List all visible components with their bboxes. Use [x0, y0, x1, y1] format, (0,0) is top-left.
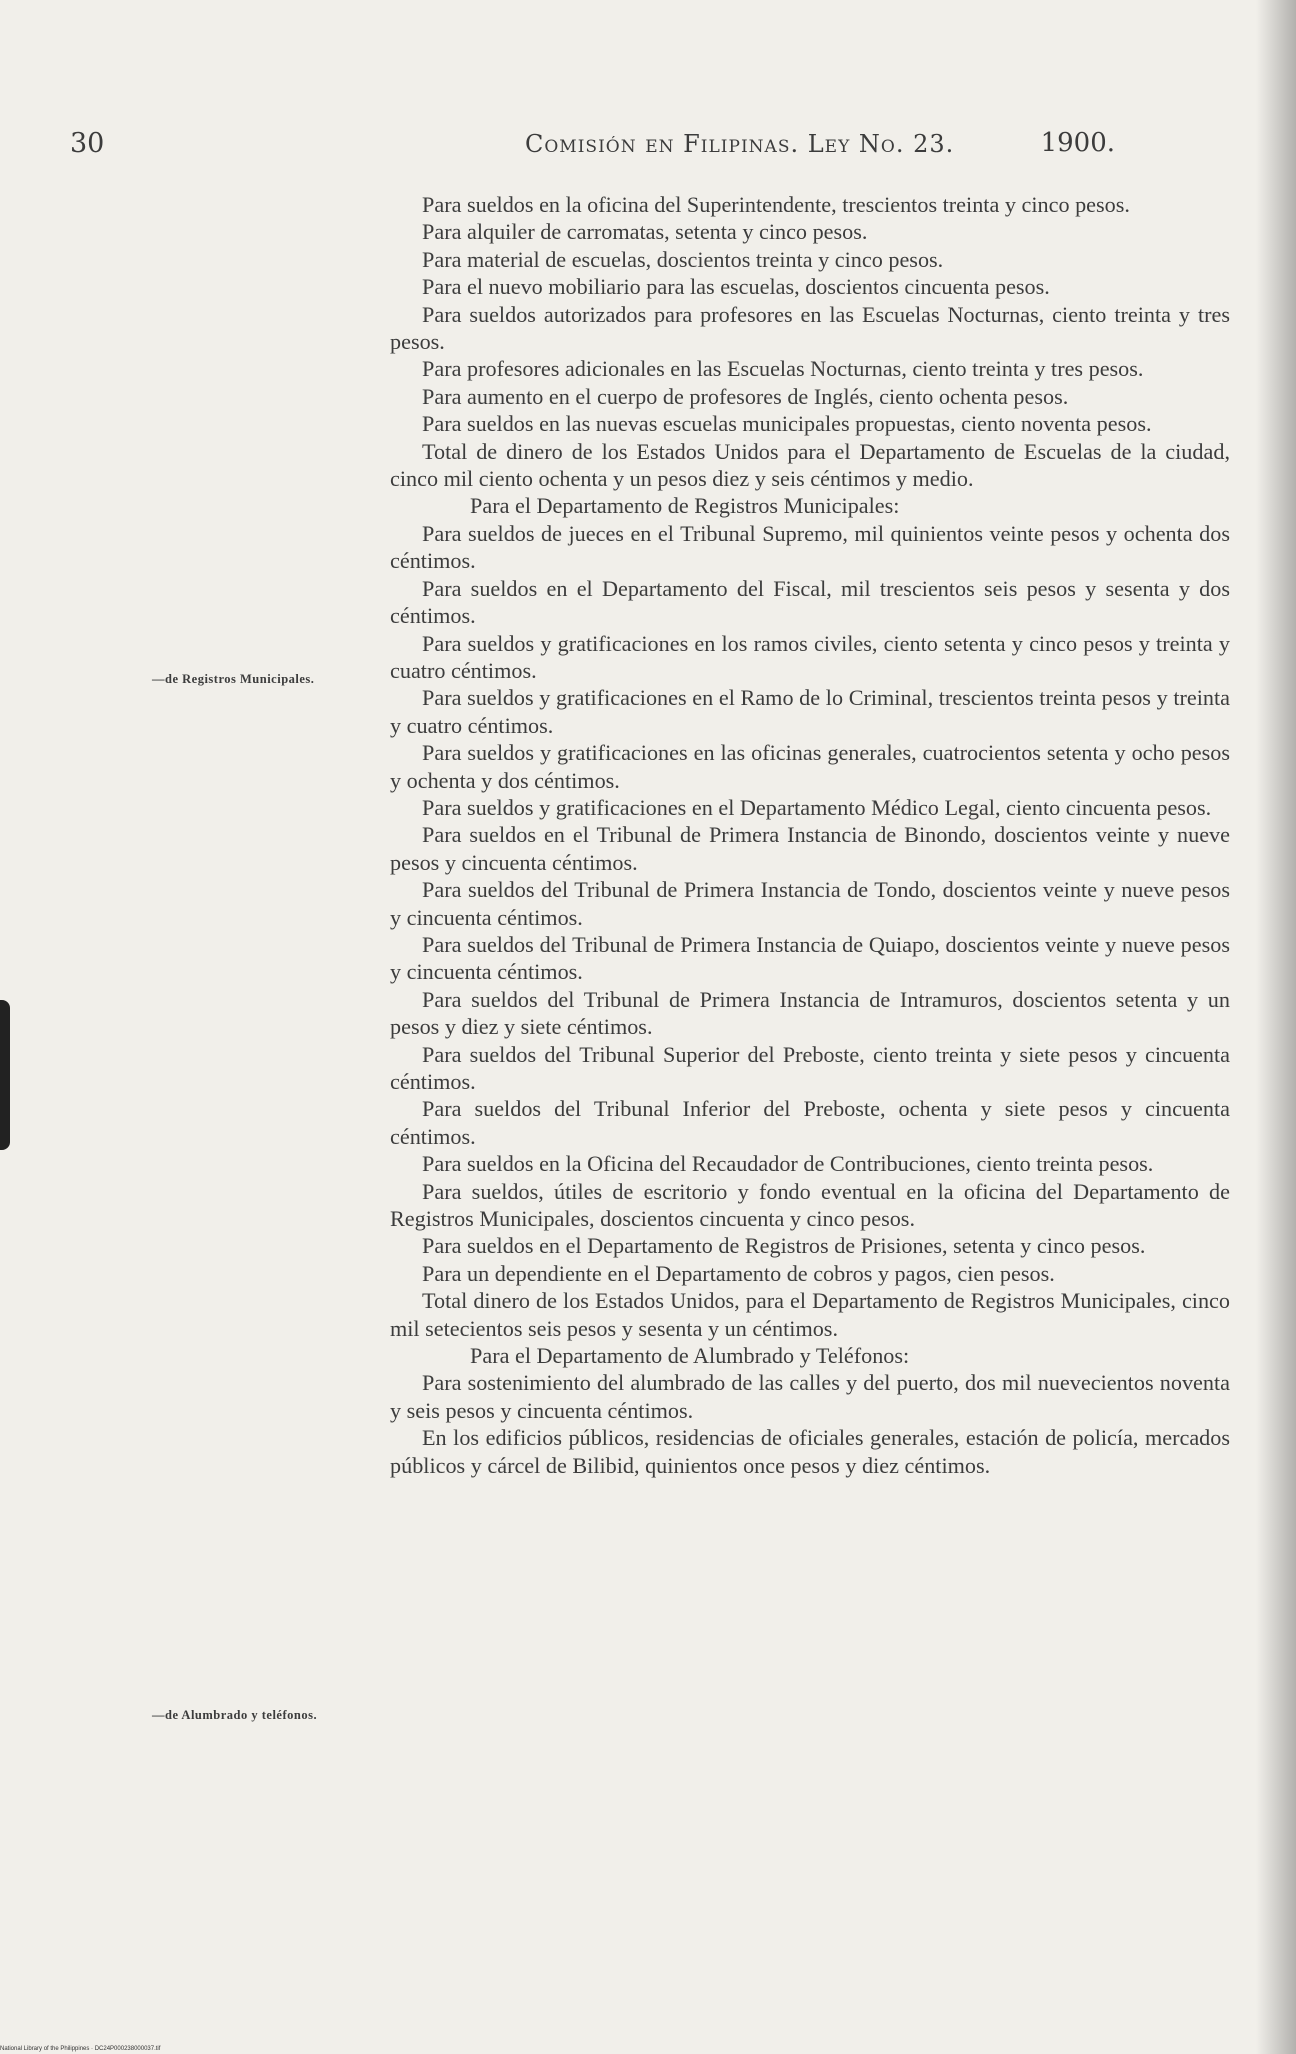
- paragraph: Para sueldos del Tribunal Superior del Preboste, ciento treinta y siete pesos y cincuenta céntimos.: [390, 1041, 1230, 1094]
- paragraph: Para el nuevo mobiliario para las escuelas, doscientos cincuenta pesos.: [422, 274, 1050, 300]
- paragraph: Para sueldos de jueces en el Tribunal Supremo, mil quinientos veinte pesos y ochenta dos céntimos.: [390, 520, 1230, 574]
- paragraph: Para sueldos del Tribunal de Primera Instancia de Intramuros, doscientos setenta y un pesos y diez y siete céntimos.: [390, 986, 1230, 1040]
- paragraph: Para sueldos en el Tribunal de Primera Instancia de Binondo, doscientos veinte y nueve pesos y cincuenta céntimos.: [390, 822, 1230, 875]
- paragraph: Para sueldos en el Departamento de Registros de Prisiones, setenta y cinco pesos.: [422, 1233, 1146, 1259]
- paragraph: Para un dependiente en el Departamento de cobros y pagos, cien pesos.: [422, 1260, 1055, 1286]
- page-header: [70, 128, 1115, 168]
- paragraph: Para sueldos en el Departamento del Fiscal, mil trescientos seis pesos y sesenta y dos céntimos.: [390, 575, 1230, 629]
- paragraph: Para sueldos del Tribunal Inferior del Preboste, ochenta y siete pesos y cincuenta céntimos.: [390, 1096, 1230, 1149]
- paragraph: Para sueldos en las nuevas escuelas municipales propuestas, ciento noventa pesos.: [422, 411, 1152, 437]
- paragraph: Para sueldos, útiles de escritorio y fondo eventual en la oficina del Departamento de Registros Municipales, doscientos cincuenta y cinco pesos.: [390, 1178, 1230, 1232]
- page-number: 30: [70, 128, 105, 159]
- running-head: Comisión en Filipinas. Ley No. 23.: [525, 130, 955, 158]
- paragraph: Para aumento en el cuerpo de profesores de Inglés, ciento ochenta pesos.: [422, 383, 1069, 409]
- paragraph: Para sostenimiento del alumbrado de las calles y del puerto, dos mil nuevecientos noventa y seis pesos y cincuenta céntimos.: [390, 1370, 1230, 1423]
- paragraph: En los edificios públicos, residencias de oficiales generales, estación de policía, mercados públicos y cárcel de Bilibid, quinientos once pesos y diez céntimos.: [390, 1425, 1230, 1478]
- paragraph: Para sueldos en la oficina del Superintendente, trescientos treinta y cinco pesos.: [422, 192, 1130, 217]
- section-heading-registros: Para el Departamento de Registros Municipales:: [470, 493, 900, 519]
- section-heading-alumbrado: Para el Departamento de Alumbrado y Teléfonos:: [470, 1343, 910, 1369]
- paragraph: Total de dinero de los Estados Unidos para el Departamento de Escuelas de la ciudad, cinco mil ciento ochenta y un pesos diez y seis céntimos y medio.: [390, 438, 1230, 492]
- paragraph: Para material de escuelas, doscientos treinta y cinco pesos.: [422, 246, 944, 272]
- paragraph: Para profesores adicionales en las Escuelas Nocturnas, ciento treinta y tres pesos.: [422, 356, 1144, 382]
- scan-blot: [0, 1000, 10, 1150]
- paragraph: Total dinero de los Estados Unidos, para el Departamento de Registros Municipales, cinco mil setecientos seis pesos y sesenta y un céntimos.: [390, 1288, 1230, 1341]
- scan-edge-shadow: [1256, 0, 1296, 2054]
- paragraph: Para sueldos del Tribunal de Primera Instancia de Quiapo, doscientos veinte y nueve pesos y cincuenta céntimos.: [390, 931, 1230, 985]
- margin-note-alumbrado: —de Alumbrado y teléfonos.: [152, 1708, 318, 1722]
- margin-note-registros: —de Registros Municipales.: [152, 672, 315, 686]
- paragraph: Para sueldos y gratificaciones en las oficinas generales, cuatrocientos setenta y ocho pesos y ochenta y dos céntimos.: [390, 740, 1230, 793]
- paragraph: Para sueldos del Tribunal de Primera Instancia de Tondo, doscientos veinte y nueve pesos y cincuenta céntimos.: [390, 877, 1230, 930]
- paragraph: Para sueldos en la Oficina del Recaudador de Contribuciones, ciento treinta pesos.: [422, 1151, 1154, 1177]
- body-text: [390, 191, 1230, 1479]
- paragraph: Para sueldos y gratificaciones en el Departamento Médico Legal, ciento cincuenta pesos.: [422, 794, 1212, 820]
- paragraph: Para sueldos y gratificaciones en el Ramo de lo Criminal, trescientos treinta pesos y treinta y cuatro céntimos.: [390, 685, 1230, 738]
- paragraph: Para alquiler de carromatas, setenta y cinco pesos.: [422, 219, 868, 245]
- paragraph: Para sueldos y gratificaciones en los ramos civiles, ciento setenta y cinco pesos y treinta y cuatro céntimos.: [390, 630, 1230, 683]
- paragraph: Para sueldos autorizados para profesores en las Escuelas Nocturnas, ciento treinta y tres pesos.: [390, 301, 1230, 355]
- scan-footer: National Library of the Philippines · DC24P000238000037.tif: [0, 2046, 161, 2052]
- header-year: 1900.: [1040, 128, 1115, 158]
